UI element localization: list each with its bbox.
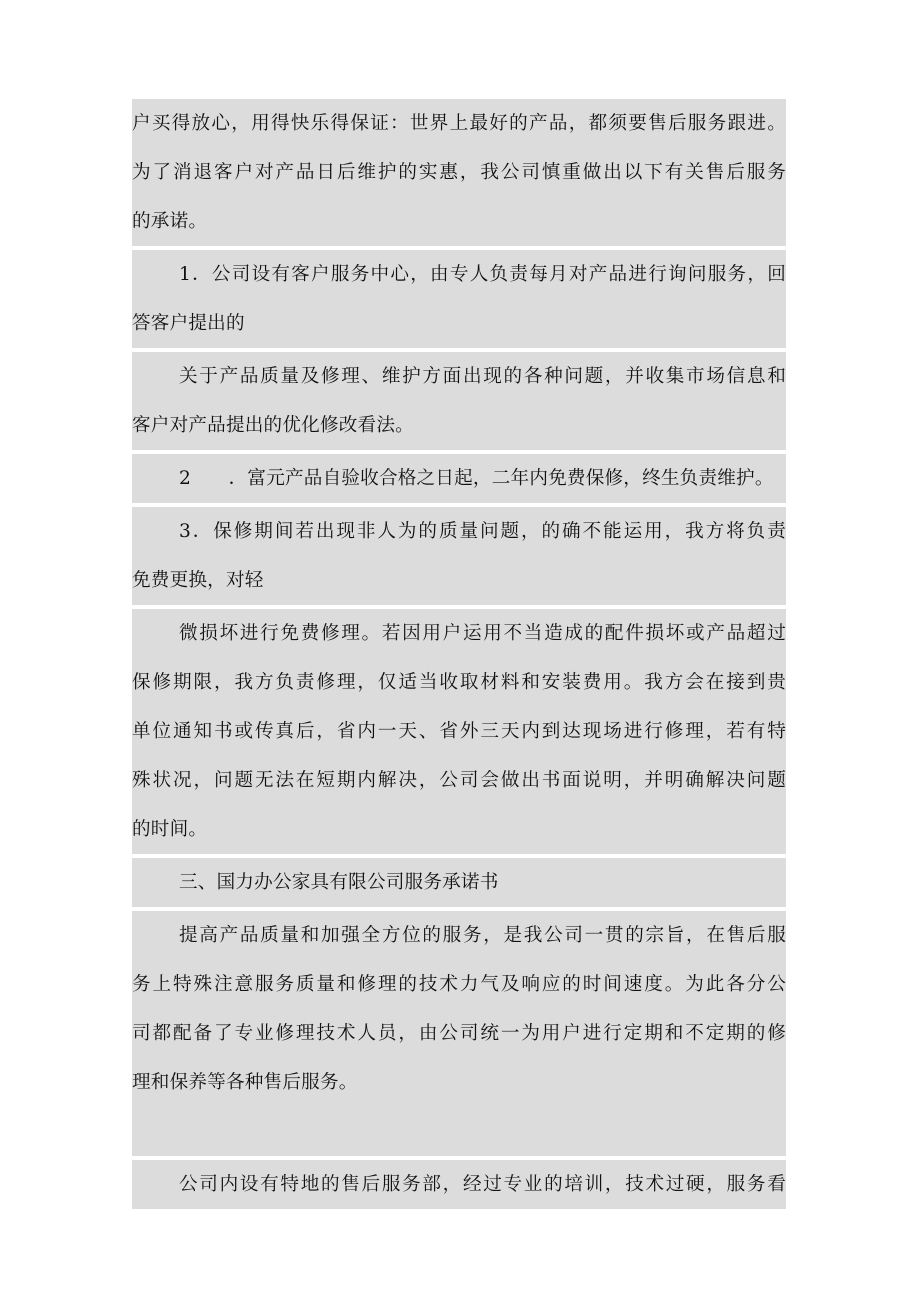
text-line: 户买得放心，用得快乐得保证：世界上最好的产品，都须要售后服务跟进。 [132, 113, 786, 134]
section-title: 三、国力办公家具有限公司服务承诺书 [179, 872, 499, 893]
paragraph-item-1-continued [132, 352, 786, 450]
text-line: 务上特殊注意服务质量和修理的技术力气及响应的时间速度。为此各分公 [132, 974, 786, 995]
text-line: 2 ．富元产品自验收合格之日起，二年内免费保修，终生负责维护。 [179, 468, 774, 489]
paragraph-item-2 [132, 454, 786, 503]
text-line: 3．保修期间若出现非人为的质量问题，的确不能运用，我方将负责 [179, 521, 786, 542]
text-line: 1．公司设有客户服务中心，由专人负责每月对产品进行询问服务，回 [179, 264, 786, 285]
paragraph-gap [132, 1107, 786, 1156]
text-line: 单位通知书或传真后，省内一天、省外三天内到达现场进行修理，若有特 [132, 721, 786, 742]
paragraph-item-3-continued [132, 609, 786, 854]
text-line: 关于产品质量及修理、维护方面出现的各种问题，并收集市场信息和 [179, 366, 786, 387]
document-page [132, 99, 786, 1213]
text-line: 微损坏进行免费修理。若因用户运用不当造成的配件损坏或产品超过 [179, 623, 786, 644]
text-line: 为了消退客户对产品日后维护的实惠，我公司慎重做出以下有关售后服务 [132, 162, 786, 183]
text-line: 客户对产品提出的优化修改看法。 [132, 415, 414, 436]
paragraph-service-department [132, 1160, 786, 1209]
paragraph-item-3 [132, 507, 786, 605]
paragraph-item-1 [132, 250, 786, 348]
paragraph-service-quality [132, 911, 786, 1156]
text-line: 答客户提出的 [132, 313, 245, 334]
text-line: 殊状况，问题无法在短期内解决，公司会做出书面说明，并明确解决问题 [132, 770, 786, 791]
text-line: 提高产品质量和加强全方位的服务，是我公司一贯的宗旨，在售后服 [179, 925, 786, 946]
text-line: 公司内设有特地的售后服务部，经过专业的培训，技术过硬，服务看 [179, 1174, 786, 1195]
text-line: 的承诺。 [132, 211, 208, 232]
text-line: 免费更换，对轻 [132, 570, 264, 591]
text-line: 保修期限，我方负责修理，仅适当收取材料和安装费用。我方会在接到贵 [132, 672, 786, 693]
section-heading [132, 858, 786, 907]
text-line: 理和保养等各种售后服务。 [132, 1072, 358, 1093]
text-line: 司都配备了专业修理技术人员，由公司统一为用户进行定期和不定期的修 [132, 1023, 786, 1044]
paragraph-intro [132, 99, 786, 246]
text-line: 的时间。 [132, 819, 208, 840]
